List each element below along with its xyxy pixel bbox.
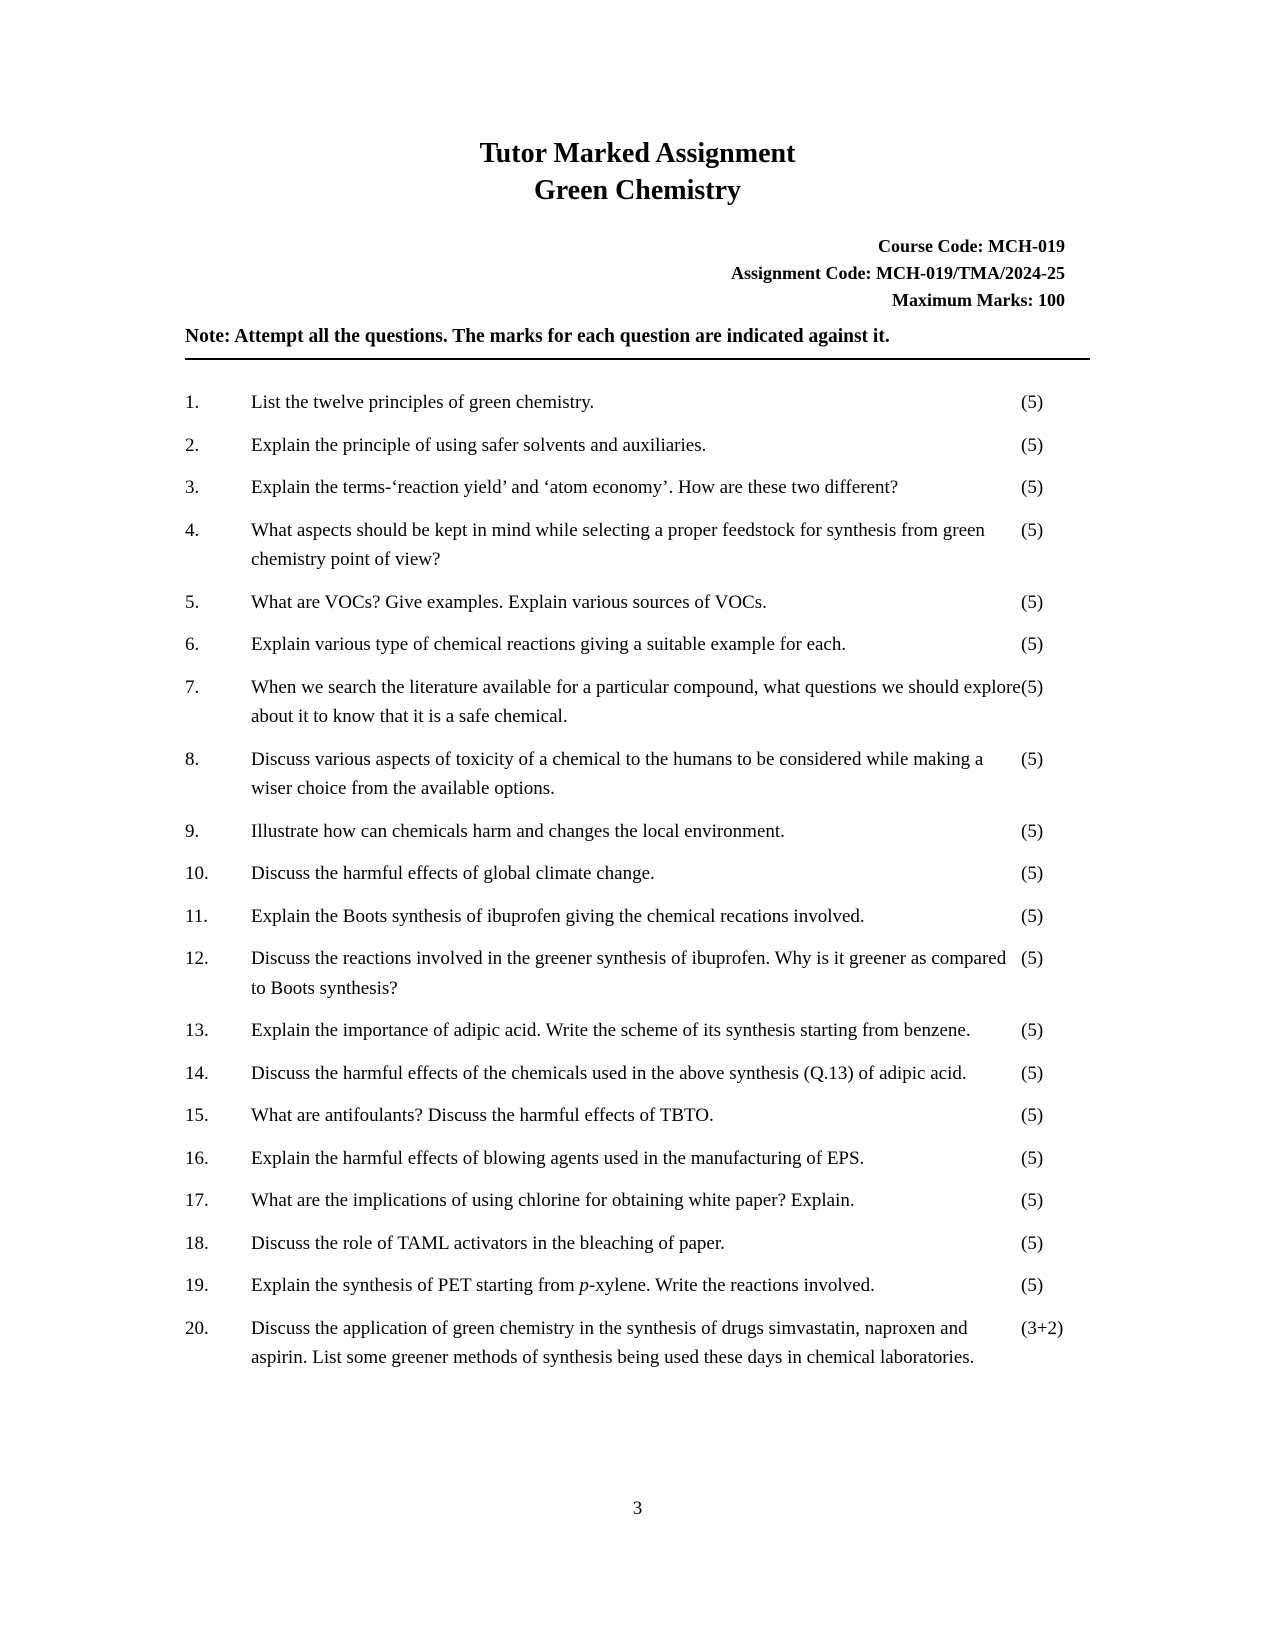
- questions-list: [185, 388, 1090, 1373]
- question-marks: (5): [1021, 477, 1044, 498]
- question-marks: (5): [1021, 392, 1044, 413]
- question-text: Discuss the application of green chemistry in the synthesis of drugs simvastatin, naproxen and aspirin. List some greener methods of synthesis being used these days in chemical laboratories.: [251, 1317, 975, 1368]
- question-marks: (5): [1021, 948, 1044, 969]
- question-text: Discuss the harmful effects of global climate change.: [251, 863, 655, 884]
- question-marks: (5): [1021, 519, 1044, 541]
- question-row: [185, 673, 1090, 732]
- course-code: Course Code: MCH-019: [878, 236, 1065, 256]
- question-marks: (5): [1021, 591, 1044, 613]
- question-marks: (5): [1021, 1062, 1044, 1084]
- question-text: What aspects should be kept in mind while selecting a proper feedstock for synthesis from green chemistry point of view?: [251, 519, 985, 570]
- note-line: Note: Attempt all the questions. The marks for each question are indicated against it.: [185, 324, 1090, 360]
- question-number: 15.: [185, 1105, 209, 1126]
- question-text: Illustrate how can chemicals harm and changes the local environment.: [251, 820, 785, 842]
- page-number: 3: [632, 1498, 643, 1519]
- question-number: 18.: [185, 1232, 209, 1254]
- question-row: [185, 431, 1090, 461]
- question-text: What are antifoulants? Discuss the harmful effects of TBTO.: [251, 1105, 714, 1126]
- question-row: [185, 1059, 1090, 1089]
- question-number: 17.: [185, 1190, 209, 1211]
- question-row: [185, 1229, 1090, 1259]
- question-marks: (5): [1021, 634, 1044, 655]
- question-marks: (5): [1021, 820, 1044, 842]
- question-text: Discuss the role of TAML activators in the bleaching of paper.: [251, 1232, 725, 1254]
- question-number: 6.: [185, 634, 200, 655]
- question-number: 11.: [185, 905, 209, 927]
- question-row: [185, 516, 1090, 575]
- maximum-marks: Maximum Marks: 100: [892, 290, 1065, 310]
- question-number: 1.: [185, 392, 200, 413]
- question-row: [185, 630, 1090, 660]
- question-text: Explain the harmful effects of blowing agents used in the manufacturing of EPS.: [251, 1147, 865, 1169]
- question-marks: (5): [1021, 1020, 1044, 1041]
- question-row: [185, 1144, 1090, 1174]
- question-number: 9.: [185, 820, 200, 842]
- question-number: 5.: [185, 591, 200, 613]
- question-row: [185, 1016, 1090, 1046]
- question-number: 12.: [185, 948, 209, 969]
- document-subtitle: Green Chemistry: [533, 175, 742, 206]
- assignment-meta: [185, 233, 1090, 314]
- question-marks: (5): [1021, 434, 1044, 456]
- question-row: [185, 473, 1090, 503]
- question-marks: (5): [1021, 748, 1044, 770]
- question-row: [185, 902, 1090, 932]
- question-text: Explain various type of chemical reactions giving a suitable example for each.: [251, 634, 847, 655]
- question-row: [185, 1101, 1090, 1131]
- question-text: Explain the importance of adipic acid. Write the scheme of its synthesis starting from benzene.: [251, 1020, 971, 1041]
- title-block: [185, 135, 1090, 209]
- question-number: 13.: [185, 1020, 209, 1041]
- question-text: Explain the Boots synthesis of ibuprofen giving the chemical recations involved.: [251, 905, 865, 927]
- question-marks: (3+2): [1021, 1317, 1064, 1339]
- question-text: Explain the synthesis of PET starting from p-xylene. Write the reactions involved.: [251, 1275, 875, 1296]
- question-text: Explain the terms-‘reaction yield’ and ‘atom economy’. How are these two different?: [251, 477, 899, 498]
- question-number: 19.: [185, 1275, 209, 1296]
- question-marks: (5): [1021, 1275, 1044, 1296]
- question-marks: (5): [1021, 905, 1044, 927]
- question-row: [185, 1186, 1090, 1216]
- question-row: [185, 1314, 1090, 1373]
- question-number: 14.: [185, 1062, 209, 1084]
- question-text: Explain the principle of using safer solvents and auxiliaries.: [251, 434, 707, 456]
- question-number: 4.: [185, 519, 200, 541]
- question-number: 20.: [185, 1317, 209, 1339]
- question-marks: (5): [1021, 1105, 1044, 1126]
- question-number: 16.: [185, 1147, 209, 1169]
- question-marks: (5): [1021, 1147, 1044, 1169]
- question-text: Discuss the harmful effects of the chemicals used in the above synthesis (Q.13) of adipic acid.: [251, 1062, 967, 1084]
- assignment-code: Assignment Code: MCH-019/TMA/2024-25: [731, 263, 1065, 283]
- question-text: List the twelve principles of green chemistry.: [251, 392, 595, 413]
- question-number: 3.: [185, 477, 200, 498]
- document-content: [185, 0, 1090, 1386]
- document-title: Tutor Marked Assignment: [479, 138, 796, 169]
- question-row: [185, 944, 1090, 1003]
- question-row: [185, 859, 1090, 889]
- question-text: When we search the literature available for a particular compound, what questions we should explore about it to know that it is a safe chemical.: [251, 676, 1021, 727]
- question-text: Discuss the reactions involved in the greener synthesis of ibuprofen. Why is it greener as compared to Boots synthesis?: [251, 948, 1007, 999]
- question-row: [185, 817, 1090, 847]
- question-number: 2.: [185, 434, 200, 456]
- question-marks: (5): [1021, 863, 1044, 884]
- question-marks: (5): [1021, 1232, 1044, 1254]
- question-marks: (5): [1021, 676, 1044, 698]
- question-text: What are the implications of using chlorine for obtaining white paper? Explain.: [251, 1190, 855, 1211]
- question-row: [185, 1271, 1090, 1301]
- question-row: [185, 745, 1090, 804]
- question-text: Discuss various aspects of toxicity of a chemical to the humans to be considered while making a wiser choice from the available options.: [251, 748, 984, 799]
- question-text: What are VOCs? Give examples. Explain various sources of VOCs.: [251, 591, 767, 613]
- question-row: [185, 588, 1090, 618]
- question-number: 10.: [185, 863, 209, 884]
- question-row: [185, 388, 1090, 418]
- question-marks: (5): [1021, 1190, 1044, 1211]
- question-number: 7.: [185, 676, 200, 698]
- question-number: 8.: [185, 748, 200, 770]
